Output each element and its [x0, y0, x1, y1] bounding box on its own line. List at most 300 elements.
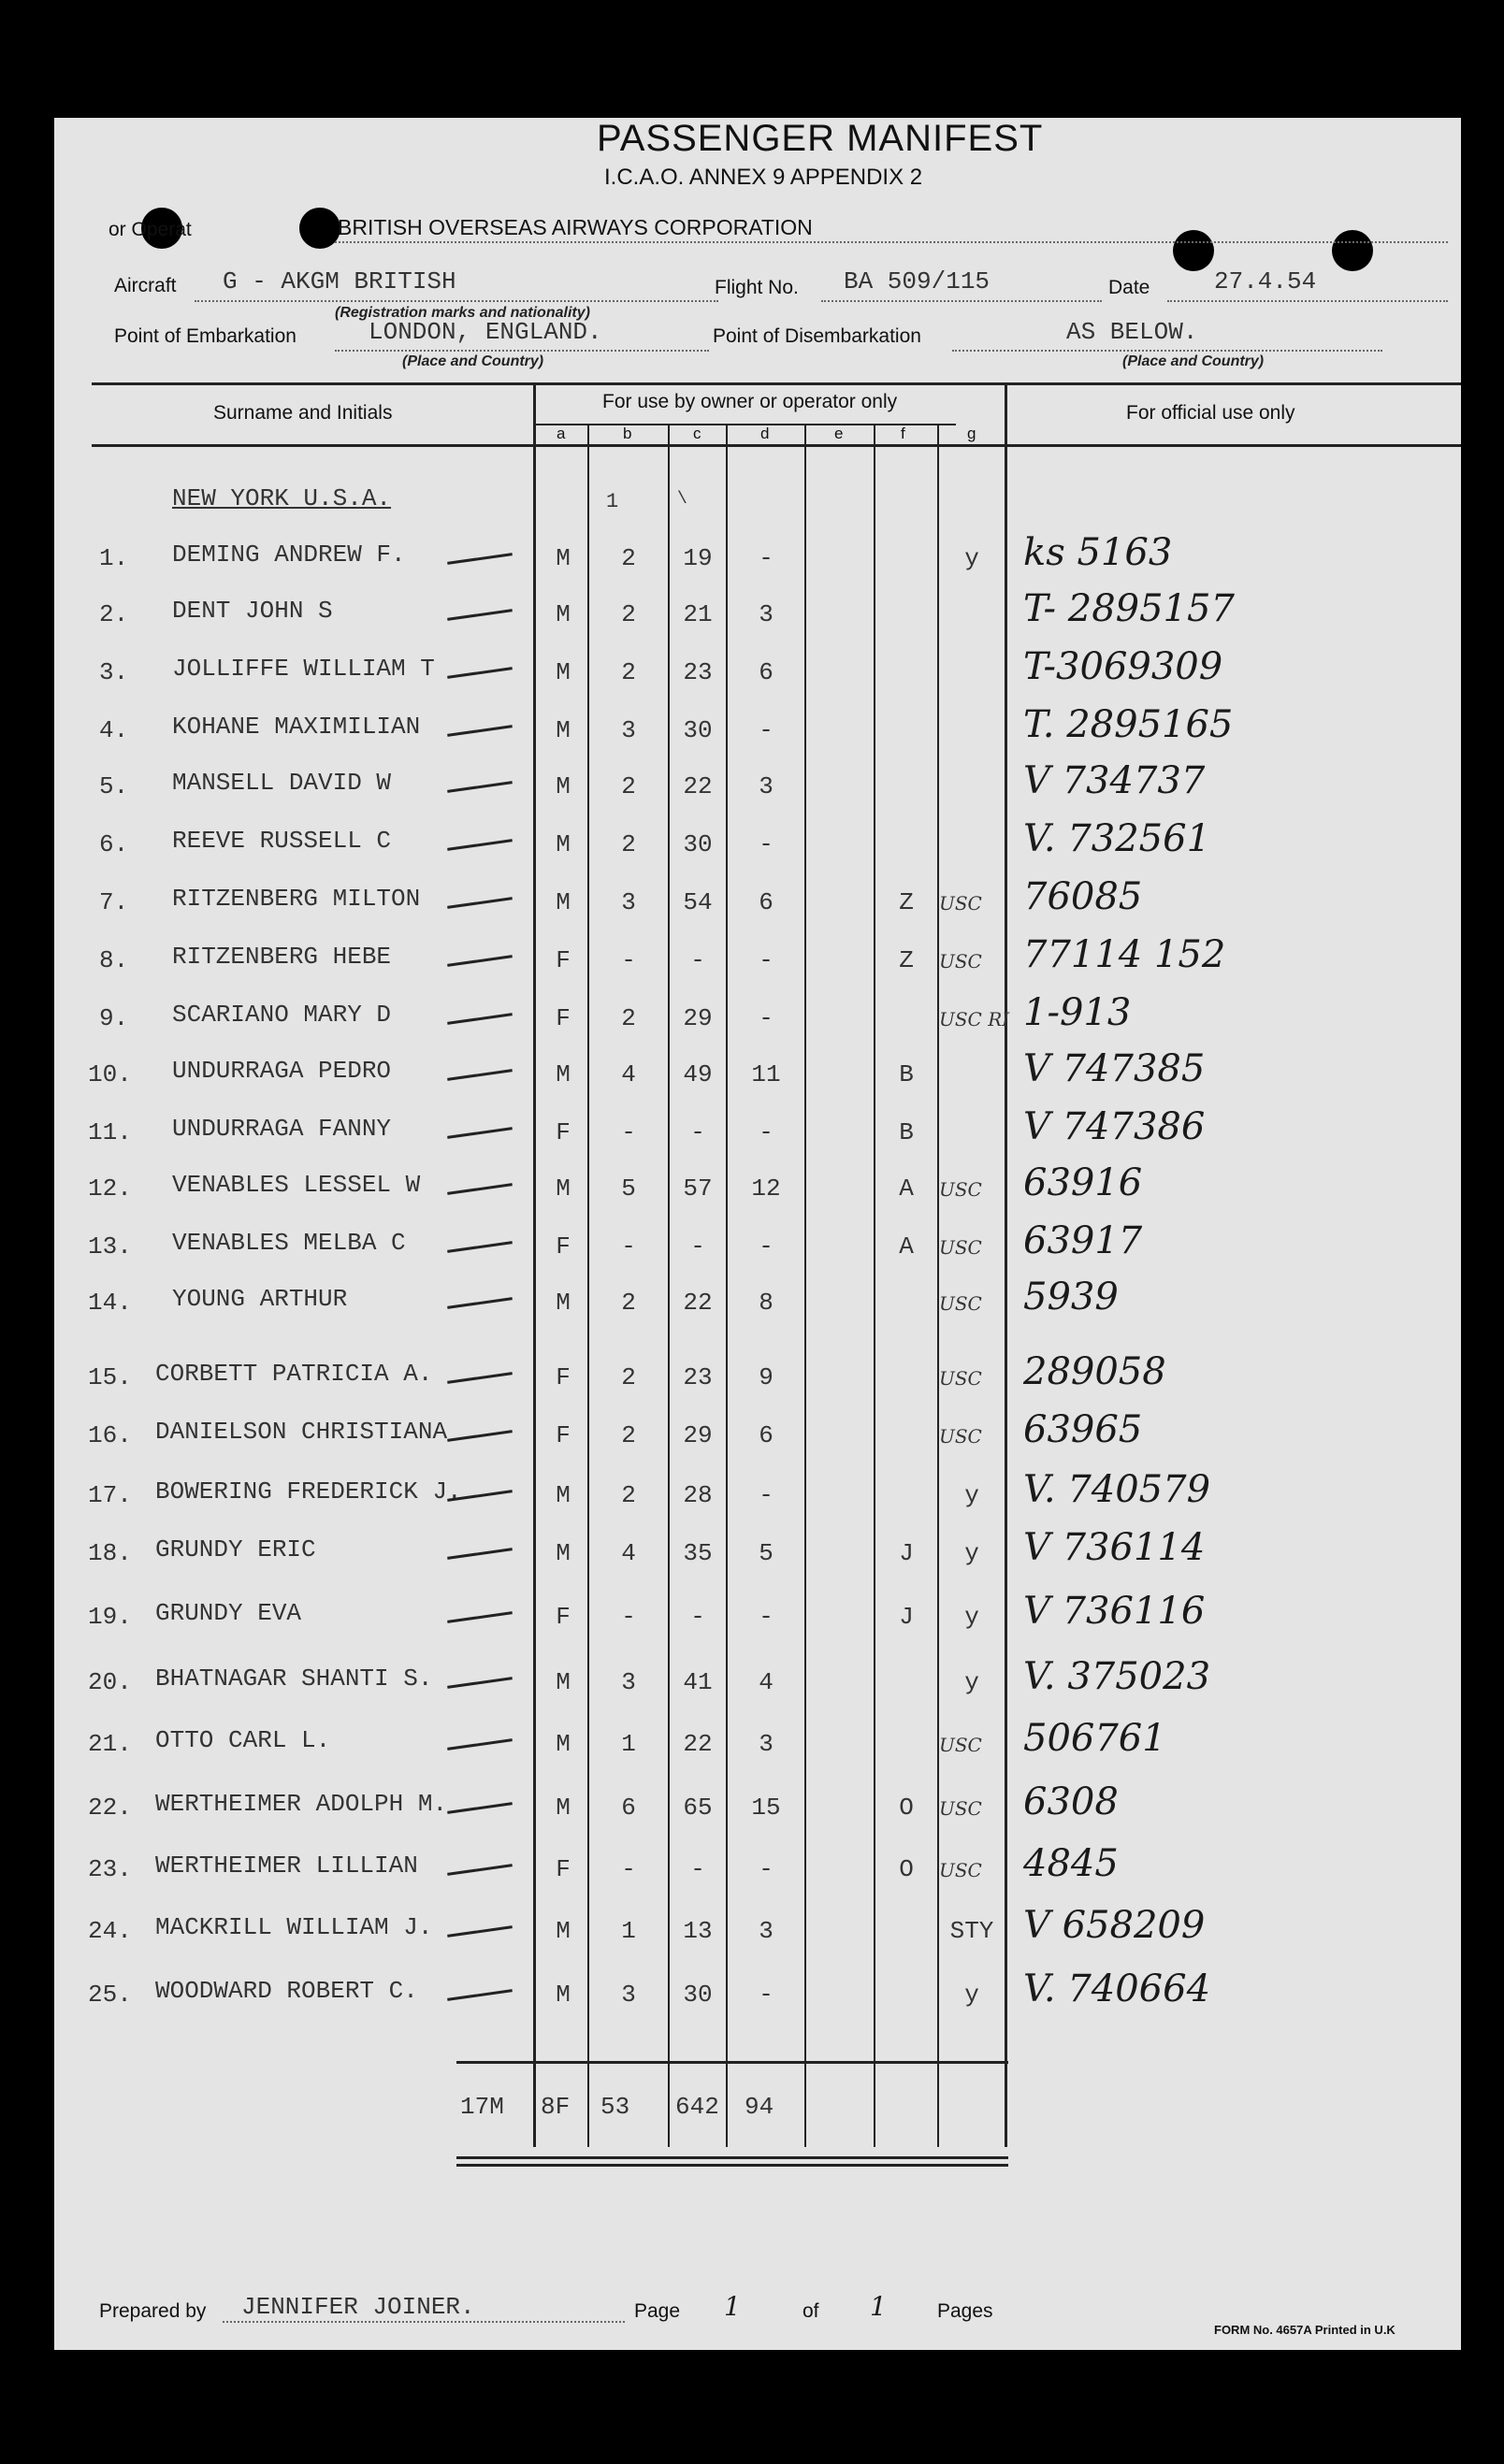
- row-number: 15.: [88, 1363, 132, 1391]
- col-official-header: For official use only: [1126, 402, 1295, 424]
- cell-b: 2: [621, 1004, 636, 1032]
- row-number: 17.: [88, 1481, 132, 1509]
- cell-a: F: [556, 946, 571, 974]
- subcol-g: g: [967, 425, 976, 442]
- row-number: 1.: [99, 544, 129, 572]
- check-mark: [447, 897, 513, 909]
- col-surname-header: Surname and Initials: [213, 402, 393, 424]
- cell-b: 3: [621, 888, 636, 916]
- cell-c: -: [690, 1855, 705, 1883]
- header-bottom-rule: [92, 444, 1461, 447]
- check-mark: [447, 955, 513, 967]
- totals-rule: [456, 2061, 1008, 2064]
- date-label: Date: [1108, 277, 1150, 298]
- table-row: [54, 1161, 1461, 1223]
- cell-d: 6: [759, 888, 774, 916]
- official-number: T. 2895165: [1023, 703, 1234, 746]
- cell-f: A: [899, 1232, 914, 1261]
- cell-c: 13: [683, 1917, 713, 1945]
- official-number: ks 5163: [1023, 531, 1173, 574]
- table-row: [54, 817, 1461, 879]
- disembark-note: (Place and Country): [1122, 353, 1265, 369]
- check-mark: [447, 1013, 513, 1025]
- row-number: 8.: [99, 946, 129, 974]
- cell-f: Z: [899, 888, 914, 916]
- disembark-value: AS BELOW.: [1066, 318, 1198, 346]
- cell-d: -: [759, 830, 774, 858]
- flight-value: BA 509/115: [844, 267, 991, 295]
- flight-dots: [821, 300, 1102, 302]
- cell-g: y: [964, 544, 979, 572]
- cell-c: 30: [683, 830, 713, 858]
- row-number: 7.: [99, 888, 129, 916]
- subcol-c: c: [693, 425, 701, 442]
- cell-g: y: [964, 1481, 979, 1509]
- owner-label: or Operat: [108, 219, 192, 240]
- official-number: T-3069309: [1023, 645, 1223, 688]
- cell-f: O: [899, 1794, 914, 1822]
- cell-b: -: [621, 946, 636, 974]
- cell-d: -: [759, 1004, 774, 1032]
- punch-hole: [1173, 230, 1214, 271]
- official-number: 4845: [1023, 1842, 1119, 1885]
- cell-c: -: [690, 1232, 705, 1261]
- date-dots: [1167, 300, 1448, 302]
- official-annotation: USC: [939, 1859, 982, 1881]
- cell-a: M: [556, 1289, 571, 1317]
- cell-a: M: [556, 1539, 571, 1567]
- row-number: 11.: [88, 1118, 132, 1146]
- aircraft-dots: [195, 300, 718, 302]
- cell-b: 3: [621, 716, 636, 744]
- cell-c: 19: [683, 544, 713, 572]
- passenger-name: UNDURRAGA PEDRO: [172, 1057, 392, 1085]
- punch-hole: [1332, 230, 1373, 271]
- cell-c: 21: [683, 600, 713, 628]
- embark-dots: [335, 350, 709, 352]
- official-number: V. 740664: [1023, 1967, 1211, 2010]
- row-number: 19.: [88, 1603, 132, 1631]
- table-row: [54, 1350, 1461, 1412]
- table-row: [54, 1655, 1461, 1717]
- table-row: [54, 1590, 1461, 1651]
- total-female: 8F: [541, 2093, 571, 2121]
- cell-f: A: [899, 1174, 914, 1203]
- cell-f: J: [899, 1603, 914, 1631]
- cell-b: 4: [621, 1539, 636, 1567]
- table-row: [54, 1904, 1461, 1966]
- table-row: [54, 1717, 1461, 1779]
- cell-b: 2: [621, 544, 636, 572]
- cell-c: 30: [683, 716, 713, 744]
- official-number: 5939: [1023, 1275, 1119, 1318]
- row-number: 14.: [88, 1289, 132, 1317]
- aircraft-label: Aircraft: [114, 275, 177, 296]
- operator-dots: [335, 241, 1448, 243]
- cell-f: O: [899, 1855, 914, 1883]
- cell-b: 2: [621, 830, 636, 858]
- cell-d: -: [759, 946, 774, 974]
- official-annotation: USC: [939, 1734, 982, 1756]
- cell-d: 3: [759, 1730, 774, 1758]
- check-mark: [447, 1430, 513, 1442]
- cell-c: 22: [683, 772, 713, 800]
- cell-d: -: [759, 1603, 774, 1631]
- cell-b: 1: [621, 1917, 636, 1945]
- cell-a: F: [556, 1004, 571, 1032]
- table-row: [54, 1468, 1461, 1530]
- prepared-dots: [223, 2321, 625, 2323]
- of-label: of: [803, 2300, 819, 2322]
- official-annotation: USC: [939, 1425, 982, 1448]
- cell-c: -: [690, 1603, 705, 1631]
- passenger-name: BOWERING FREDERICK J.: [155, 1477, 462, 1506]
- cell-b: 2: [621, 1421, 636, 1449]
- passenger-name: DANIELSON CHRISTIANA: [155, 1418, 448, 1446]
- row-number: 21.: [88, 1730, 132, 1758]
- table-row: [54, 1408, 1461, 1470]
- flight-label: Flight No.: [715, 277, 799, 298]
- cell-f: B: [899, 1060, 914, 1088]
- passenger-name: KOHANE MAXIMILIAN: [172, 713, 421, 741]
- cell-d: 15: [751, 1794, 781, 1822]
- table-row: [54, 991, 1461, 1053]
- cell-d: 12: [751, 1174, 781, 1203]
- official-number: V. 740579: [1023, 1468, 1211, 1511]
- disembark-label: Point of Disembarkation: [713, 325, 921, 347]
- cell-a: F: [556, 1421, 571, 1449]
- row-number: 18.: [88, 1539, 132, 1567]
- table-row: [54, 1842, 1461, 1904]
- check-mark: [447, 609, 513, 621]
- cell-d: 3: [759, 600, 774, 628]
- check-mark: [447, 553, 513, 565]
- cell-d: -: [759, 716, 774, 744]
- passenger-name: REEVE RUSSELL C: [172, 827, 392, 855]
- cell-c: 54: [683, 888, 713, 916]
- table-row: [54, 933, 1461, 995]
- cell-c: 65: [683, 1794, 713, 1822]
- total-c: 642: [675, 2093, 719, 2121]
- cell-c: 29: [683, 1421, 713, 1449]
- cell-c: 28: [683, 1481, 713, 1509]
- cell-a: M: [556, 1730, 571, 1758]
- table-row: [54, 875, 1461, 937]
- cell-c: 30: [683, 1981, 713, 2009]
- page-title: PASSENGER MANIFEST: [597, 118, 1044, 159]
- official-number: T- 2895157: [1023, 587, 1235, 630]
- embark-note: (Place and Country): [402, 353, 544, 369]
- cell-c: 23: [683, 1363, 713, 1391]
- passenger-name: SCARIANO MARY D: [172, 1001, 392, 1029]
- destination-heading: NEW YORK U.S.A.: [172, 484, 392, 512]
- table-row: [54, 1105, 1461, 1167]
- cell-d: -: [759, 1232, 774, 1261]
- table-row: [54, 1526, 1461, 1588]
- passenger-name: VENABLES MELBA C: [172, 1229, 406, 1257]
- pages-label: Pages: [937, 2300, 993, 2322]
- check-mark: [447, 1069, 513, 1081]
- of-value: 1: [870, 2291, 887, 2322]
- cell-c: 35: [683, 1539, 713, 1567]
- table-row: [54, 1967, 1461, 2029]
- row-number: 10.: [88, 1060, 132, 1088]
- official-number: 506761: [1023, 1717, 1166, 1760]
- official-number: 63917: [1023, 1219, 1143, 1262]
- cell-c: 57: [683, 1174, 713, 1203]
- prepared-value: JENNIFER JOINER.: [241, 2293, 475, 2321]
- official-annotation: USC: [939, 1797, 982, 1820]
- official-number: V. 732561: [1023, 817, 1211, 860]
- cell-b: 1: [621, 1730, 636, 1758]
- subcol-b: b: [623, 425, 632, 442]
- passenger-name: WERTHEIMER ADOLPH M.: [155, 1790, 448, 1818]
- row-number: 20.: [88, 1668, 132, 1696]
- official-number: V 747386: [1023, 1105, 1206, 1148]
- check-mark: [447, 1802, 513, 1814]
- row-number: 16.: [88, 1421, 132, 1449]
- subcol-e: e: [834, 425, 844, 442]
- subcol-a: a: [557, 425, 566, 442]
- cell-b: 2: [621, 600, 636, 628]
- cell-a: F: [556, 1855, 571, 1883]
- check-mark: [447, 1738, 513, 1751]
- check-mark: [447, 1989, 513, 2001]
- cell-d: 5: [759, 1539, 774, 1567]
- check-mark: [447, 1127, 513, 1139]
- table-row: [54, 759, 1461, 821]
- table-row: [54, 1047, 1461, 1109]
- table-row: [54, 645, 1461, 707]
- official-annotation: USC: [939, 950, 982, 973]
- aircraft-value: G - AKGM BRITISH: [223, 267, 456, 295]
- passenger-name: UNDURRAGA FANNY: [172, 1115, 392, 1143]
- table-row: [54, 1275, 1461, 1337]
- cell-a: M: [556, 1668, 571, 1696]
- cell-d: 8: [759, 1289, 774, 1317]
- cell-b: 2: [621, 1481, 636, 1509]
- cell-d: 6: [759, 658, 774, 686]
- subcol-f: f: [901, 425, 905, 442]
- cell-b: 2: [621, 658, 636, 686]
- cell-d: 11: [751, 1060, 781, 1088]
- official-number: 289058: [1023, 1350, 1166, 1393]
- cell-b: -: [621, 1603, 636, 1631]
- total-male: 17M: [460, 2093, 504, 2121]
- cell-b: -: [621, 1855, 636, 1883]
- cell-b: 2: [621, 1363, 636, 1391]
- cell-d: -: [759, 1855, 774, 1883]
- official-annotation: USC: [939, 1292, 982, 1315]
- check-mark: [447, 839, 513, 851]
- cell-d: 3: [759, 1917, 774, 1945]
- row-number: 13.: [88, 1232, 132, 1261]
- passenger-name: BHATNAGAR SHANTI S.: [155, 1664, 433, 1693]
- subcol-d: d: [760, 425, 770, 442]
- cell-b: 3: [621, 1981, 636, 2009]
- cell-a: F: [556, 1603, 571, 1631]
- row-number: 9.: [99, 1004, 129, 1032]
- table-top-rule: [92, 382, 1461, 385]
- subheader-rule: [535, 424, 956, 425]
- passenger-name: CORBETT PATRICIA A.: [155, 1360, 433, 1388]
- check-mark: [447, 1372, 513, 1384]
- official-number: V 736114: [1023, 1526, 1206, 1569]
- total-d: 94: [745, 2093, 774, 2121]
- cell-c: 22: [683, 1289, 713, 1317]
- passenger-name: DEMING ANDREW F.: [172, 540, 406, 569]
- row-number: 6.: [99, 830, 129, 858]
- official-annotation: USC: [939, 1236, 982, 1259]
- official-number: 1-913: [1023, 991, 1132, 1034]
- row-number: 25.: [88, 1981, 132, 2009]
- cell-c: 29: [683, 1004, 713, 1032]
- passenger-name: GRUNDY ERIC: [155, 1535, 316, 1563]
- date-value: 27.4.54: [1214, 267, 1317, 295]
- official-number: 63916: [1023, 1161, 1143, 1204]
- cell-f: Z: [899, 946, 914, 974]
- cell-c: 41: [683, 1668, 713, 1696]
- form-number: FORM No. 4657A Printed in U.K: [1214, 2323, 1396, 2337]
- cell-d: 6: [759, 1421, 774, 1449]
- cell-a: M: [556, 544, 571, 572]
- cell-a: M: [556, 1917, 571, 1945]
- official-number: V 658209: [1023, 1904, 1206, 1947]
- passenger-name: WOODWARD ROBERT C.: [155, 1977, 418, 2005]
- cell-d: 9: [759, 1363, 774, 1391]
- passenger-name: JOLLIFFE WILLIAM T: [172, 655, 435, 683]
- cell-g: y: [964, 1603, 979, 1631]
- cell-a: F: [556, 1118, 571, 1146]
- passenger-name: VENABLES LESSEL W: [172, 1171, 421, 1199]
- embark-label: Point of Embarkation: [114, 325, 296, 347]
- cell-g: STY: [949, 1917, 994, 1945]
- cell-b: 3: [621, 1668, 636, 1696]
- row-number: 12.: [88, 1174, 132, 1203]
- row-number: 22.: [88, 1794, 132, 1822]
- cell-c: -: [690, 1118, 705, 1146]
- cell-c: 23: [683, 658, 713, 686]
- passenger-name: RITZENBERG MILTON: [172, 885, 421, 913]
- official-number: 63965: [1023, 1408, 1143, 1451]
- prepared-label: Prepared by: [99, 2300, 207, 2322]
- cell-a: F: [556, 1363, 571, 1391]
- passenger-name: DENT JOHN S: [172, 597, 333, 625]
- destination-mark-b: 1: [606, 490, 619, 513]
- check-mark: [447, 1611, 513, 1623]
- table-row: [54, 531, 1461, 593]
- cell-b: 2: [621, 772, 636, 800]
- passenger-name: GRUNDY EVA: [155, 1599, 302, 1627]
- cell-f: J: [899, 1539, 914, 1567]
- official-annotation: USC: [939, 1367, 982, 1390]
- row-number: 23.: [88, 1855, 132, 1883]
- col-owner-header: For use by owner or operator only: [602, 391, 898, 412]
- cell-d: -: [759, 1481, 774, 1509]
- cell-b: -: [621, 1118, 636, 1146]
- row-number: 4.: [99, 716, 129, 744]
- cell-g: y: [964, 1981, 979, 2009]
- cell-d: 3: [759, 772, 774, 800]
- table-row: [54, 703, 1461, 765]
- check-mark: [447, 1183, 513, 1195]
- cell-b: 4: [621, 1060, 636, 1088]
- cell-a: M: [556, 716, 571, 744]
- official-number: 77114 152: [1023, 933, 1226, 976]
- passenger-name: OTTO CARL L.: [155, 1726, 331, 1754]
- aircraft-note: (Registration marks and nationality): [335, 305, 590, 321]
- cell-c: 49: [683, 1060, 713, 1088]
- passenger-name: MANSELL DAVID W: [172, 769, 392, 797]
- passenger-name: RITZENBERG HEBE: [172, 943, 392, 971]
- cell-a: M: [556, 830, 571, 858]
- official-number: V. 375023: [1023, 1655, 1211, 1698]
- cell-g: y: [964, 1539, 979, 1567]
- official-number: V 747385: [1023, 1047, 1206, 1090]
- cell-g: y: [964, 1668, 979, 1696]
- official-annotation: USC: [939, 892, 982, 915]
- manifest-sheet: [54, 118, 1461, 2350]
- embark-value: LONDON, ENGLAND.: [369, 318, 602, 346]
- cell-b: -: [621, 1232, 636, 1261]
- cell-a: M: [556, 1174, 571, 1203]
- passenger-name: YOUNG ARTHUR: [172, 1285, 348, 1313]
- official-number: 76085: [1023, 875, 1143, 918]
- cell-b: 5: [621, 1174, 636, 1203]
- official-annotation: USC: [939, 1178, 982, 1201]
- table-row: [54, 1219, 1461, 1281]
- check-mark: [447, 725, 513, 737]
- check-mark: [447, 667, 513, 679]
- table-row: [54, 587, 1461, 649]
- operator-name: BRITISH OVERSEAS AIRWAYS CORPORATION: [338, 215, 813, 239]
- disembark-dots: [952, 350, 1382, 352]
- cell-b: 2: [621, 1289, 636, 1317]
- totals-double-rule-2: [456, 2164, 1008, 2167]
- cell-a: M: [556, 1794, 571, 1822]
- cell-d: -: [759, 544, 774, 572]
- cell-a: M: [556, 1060, 571, 1088]
- cell-a: M: [556, 888, 571, 916]
- cell-d: 4: [759, 1668, 774, 1696]
- passenger-name: WERTHEIMER LILLIAN: [155, 1852, 418, 1880]
- passenger-name: MACKRILL WILLIAM J.: [155, 1913, 433, 1941]
- row-number: 2.: [99, 600, 129, 628]
- cell-a: F: [556, 1232, 571, 1261]
- cell-a: M: [556, 1481, 571, 1509]
- cell-a: M: [556, 1981, 571, 2009]
- official-annotation: USC RI: [939, 1008, 1010, 1030]
- row-number: 24.: [88, 1917, 132, 1945]
- cell-b: 6: [621, 1794, 636, 1822]
- cell-a: M: [556, 772, 571, 800]
- row-number: 5.: [99, 772, 129, 800]
- cell-f: B: [899, 1118, 914, 1146]
- cell-a: M: [556, 658, 571, 686]
- check-mark: [447, 781, 513, 793]
- official-number: V 734737: [1023, 759, 1206, 802]
- cell-c: 22: [683, 1730, 713, 1758]
- cell-a: M: [556, 600, 571, 628]
- check-mark: [447, 1864, 513, 1876]
- total-b: 53: [600, 2093, 630, 2121]
- check-mark: [447, 1548, 513, 1560]
- table-row: [54, 1780, 1461, 1842]
- check-mark: [447, 1241, 513, 1253]
- cell-d: -: [759, 1118, 774, 1146]
- page-value: 1: [724, 2291, 741, 2322]
- check-mark: [447, 1677, 513, 1689]
